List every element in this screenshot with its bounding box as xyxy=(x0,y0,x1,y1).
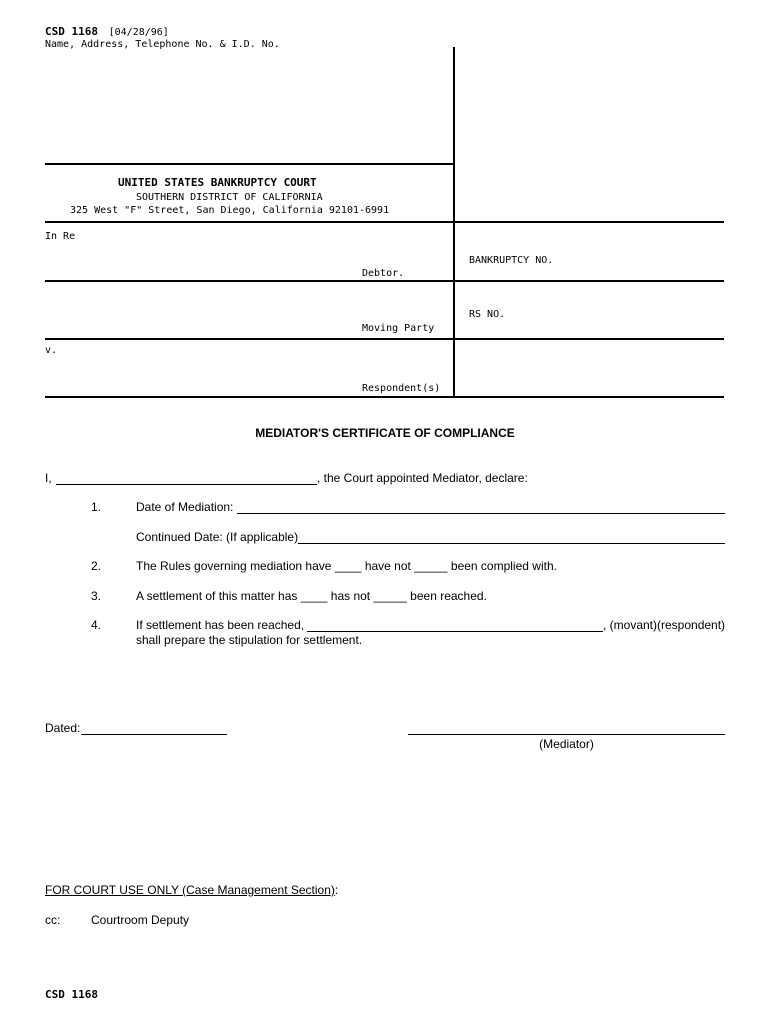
court-use-colon: : xyxy=(334,883,339,897)
mediator-label: (Mediator) xyxy=(539,737,594,751)
bankruptcy-no-label: BANKRUPTCY NO. xyxy=(469,255,554,266)
document-title: MEDIATOR'S CERTIFICATE OF COMPLIANCE xyxy=(255,426,515,440)
cc-value: Courtroom Deputy xyxy=(91,913,190,927)
item-2-number: 2. xyxy=(91,559,102,573)
court-name: UNITED STATES BANKRUPTCY COURT xyxy=(118,176,317,189)
item-1-text: Date of Mediation: xyxy=(136,500,234,514)
settlement-party-field[interactable] xyxy=(307,631,603,632)
mediator-signature-line[interactable] xyxy=(408,734,725,735)
caption-rule-4 xyxy=(45,396,724,398)
declare-suffix: , the Court appointed Mediator, declare: xyxy=(317,471,528,485)
cc-label: cc: xyxy=(45,913,61,927)
moving-party-label: Moving Party xyxy=(362,323,435,334)
item-3-text: A settlement of this matter has ____ has not _____ been reached. xyxy=(136,589,487,603)
item-3-number: 3. xyxy=(91,589,102,603)
caption-rule-1 xyxy=(45,221,724,223)
declare-prefix: I, xyxy=(45,471,52,485)
continued-date-field[interactable] xyxy=(298,543,725,544)
court-use-label: FOR COURT USE ONLY (Case Management Section) xyxy=(45,883,335,897)
caption-rule-2 xyxy=(45,280,724,282)
court-district: SOUTHERN DISTRICT OF CALIFORNIA xyxy=(136,192,323,203)
dated-label: Dated: xyxy=(45,721,81,735)
attorney-label: Name, Address, Telephone No. & I.D. No. xyxy=(45,39,280,50)
mediation-date-field[interactable] xyxy=(237,513,725,514)
item-4-line2: shall prepare the stipulation for settlement. xyxy=(136,633,363,647)
versus-label: v. xyxy=(45,345,58,356)
court-top-rule xyxy=(45,163,455,165)
debtor-label: Debtor. xyxy=(362,268,405,279)
mediator-name-field[interactable] xyxy=(56,484,317,485)
item-1-number: 1. xyxy=(91,500,102,514)
item-4-text: If settlement has been reached, xyxy=(136,618,305,632)
item-4-suffix: , (movant)(respondent) xyxy=(603,618,726,632)
respondent-label: Respondent(s) xyxy=(362,383,441,394)
item-2-text: The Rules governing mediation have ____ have not _____ been complied with. xyxy=(136,559,557,573)
caption-rule-3 xyxy=(45,338,724,340)
court-address: 325 West "F" Street, San Diego, California 92101-6991 xyxy=(70,205,390,216)
dated-field[interactable] xyxy=(81,734,227,735)
footer-form-id: CSD 1168 xyxy=(45,988,98,1001)
rs-no-label: RS NO. xyxy=(469,309,506,320)
in-re-label: In Re xyxy=(45,231,76,242)
court-use-block xyxy=(45,883,338,897)
form-header xyxy=(45,25,169,38)
continued-date-text: Continued Date: (If applicable) xyxy=(136,530,299,544)
form-date: [04/28/96] xyxy=(108,27,169,38)
item-4-number: 4. xyxy=(91,618,102,632)
form-id: CSD 1168 xyxy=(45,25,98,38)
